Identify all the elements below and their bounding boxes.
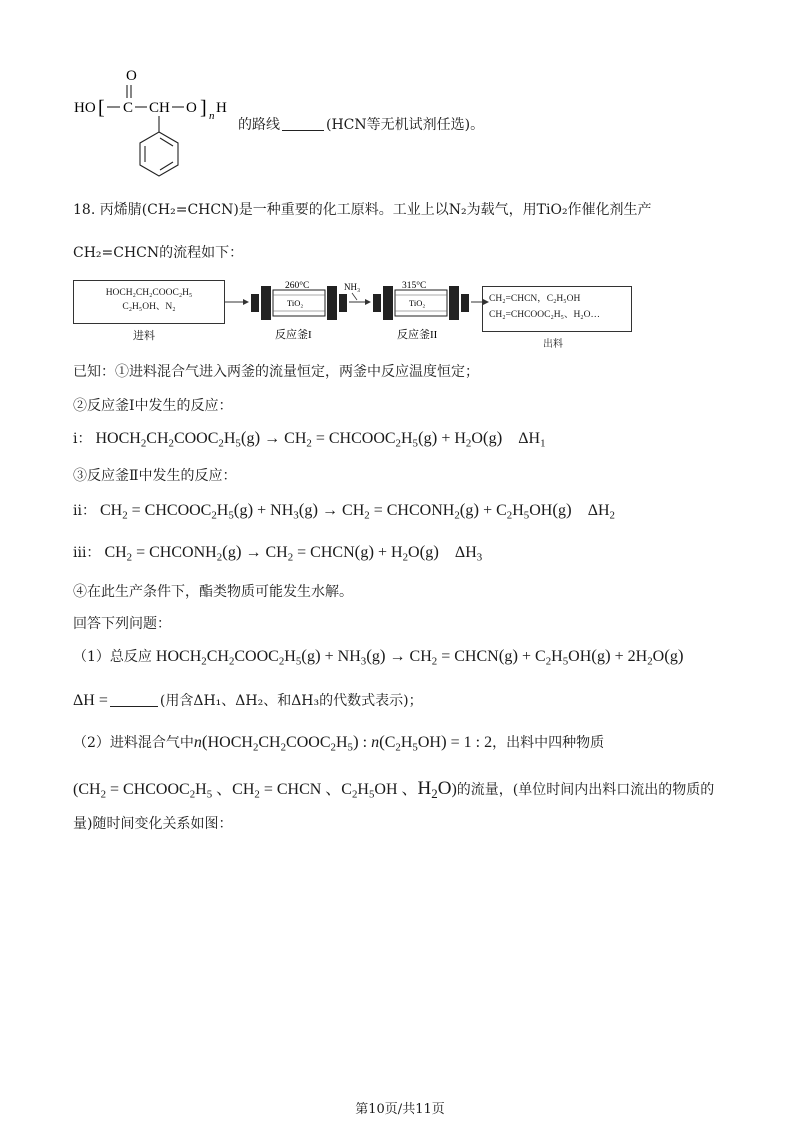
output-box — [482, 286, 632, 332]
known-2: ②反应釜Ⅰ中发生的反应： — [73, 398, 233, 414]
reactor-2-label: 反应釜II — [397, 329, 438, 341]
terminal-h-label: H — [216, 100, 227, 116]
reactor-1 — [251, 280, 347, 320]
reactor-2 — [373, 280, 469, 320]
reaction-iii: ⅲ： $CH_2$ = $CHCONH_2(g) \to CH_2$ = CHCN(g) + $H_2O(g)$ $\Delta H_3$ — [73, 542, 483, 564]
carbonyl-oxygen-label: O — [126, 68, 137, 84]
q18-intro: 18. 丙烯腈(CH₂=CHCN)是一种重要的化工原料。工业上以N₂为载气，用TiO₂作催化剂生产 — [73, 202, 652, 218]
answer-blank-route — [282, 116, 324, 131]
feed-label: 进料 — [133, 329, 155, 342]
question-2-substances: ($CH_2$ = $CHCOOC_2H_5$ 、$CH_2$ = CHCN 、$C_2H_5OH$ 、$H_2O$)的流量，(单位时间内出料口流出的物质的 — [73, 778, 715, 801]
ether-oxygen-label: O — [186, 100, 197, 116]
answer-blank-dh — [110, 692, 158, 707]
benzene-ring — [140, 132, 178, 176]
reactor-1-label: 反应釜I — [275, 329, 312, 341]
reactor-1-catalyst: TiO₂ — [287, 298, 304, 308]
reactor-2-catalyst: TiO₂ — [409, 298, 426, 308]
reaction-ii: ⅱ： $CH_2$ = $CHCOOC_2H_5(g) + NH_3(g) \to CH_2$ = $CHCONH_2(g) + C_2H_5OH(g)$ $\Delta H_2$ — [73, 500, 615, 522]
output-line-2: CH₂=CHCOOC₂H₅、H₂O… — [489, 310, 600, 320]
known-1: 已知：①进料混合气进入两釜的流量恒定，两釜中反应温度恒定； — [73, 364, 479, 380]
answer-prompt: 回答下列问题： — [73, 616, 171, 632]
hydroxyl-ho-label: HO — [74, 100, 96, 116]
output-line-1: CH₂=CHCN，C₂H₅OH — [489, 294, 581, 304]
page-footer: 第10页/共11页 — [355, 1102, 445, 1117]
feed-box — [73, 280, 225, 324]
reactor-2-temperature: 315°C — [402, 281, 427, 291]
ch-label: CH — [149, 100, 170, 116]
question-2-ratio: （2）进料混合气中$n(HOCH_2CH_2COOC_2H_5)$ : $n(C_2H_5OH) = 1$ : 2，出料中四种物质 — [73, 732, 605, 754]
question-1-answer: ΔH = (用含ΔH₁、ΔH₂、和ΔH₃的代数式表示)； — [73, 692, 423, 709]
reactor-1-temperature: 260°C — [285, 281, 310, 291]
repeat-n-label: n — [209, 110, 215, 122]
open-bracket: [ — [98, 97, 105, 119]
polyester-structure-diagram — [60, 60, 260, 190]
reaction-i: ⅰ： $HOCH_2CH_2COOC_2H_5(g) \to CH_2$ = $CHCOOC_2H_5(g) + H_2O(g)$ $\Delta H_1$ — [73, 428, 546, 450]
close-bracket: ] — [200, 97, 207, 119]
feed-line-2: C₂H₅OH、N₂ — [122, 302, 176, 312]
known-3: ③反应釜Ⅱ中发生的反应： — [73, 468, 237, 484]
known-4: ④在此生产条件下，酯类物质可能发生水解。 — [73, 584, 353, 600]
carbon-label: C — [123, 100, 134, 116]
feed-line-1: HOCH₂CH₂COOC₂H₅ — [105, 288, 193, 298]
nh3-label: NH₃ — [344, 282, 361, 292]
question-1-equation: （1）总反应 $HOCH_2CH_2COOC_2H_5(g) + NH_3(g) \to CH_2$ = CHCN(g) + $C_2H_5OH(g) + 2H_2O(g)$ — [73, 646, 684, 668]
question-2-end: 量)随时间变化关系如图： — [73, 816, 233, 832]
route-line: 的路线 (HCN等无机试剂任选)。 — [238, 117, 485, 133]
q18-intro-2: CH₂=CHCN的流程如下： — [73, 245, 244, 261]
output-label: 出料 — [543, 339, 563, 350]
